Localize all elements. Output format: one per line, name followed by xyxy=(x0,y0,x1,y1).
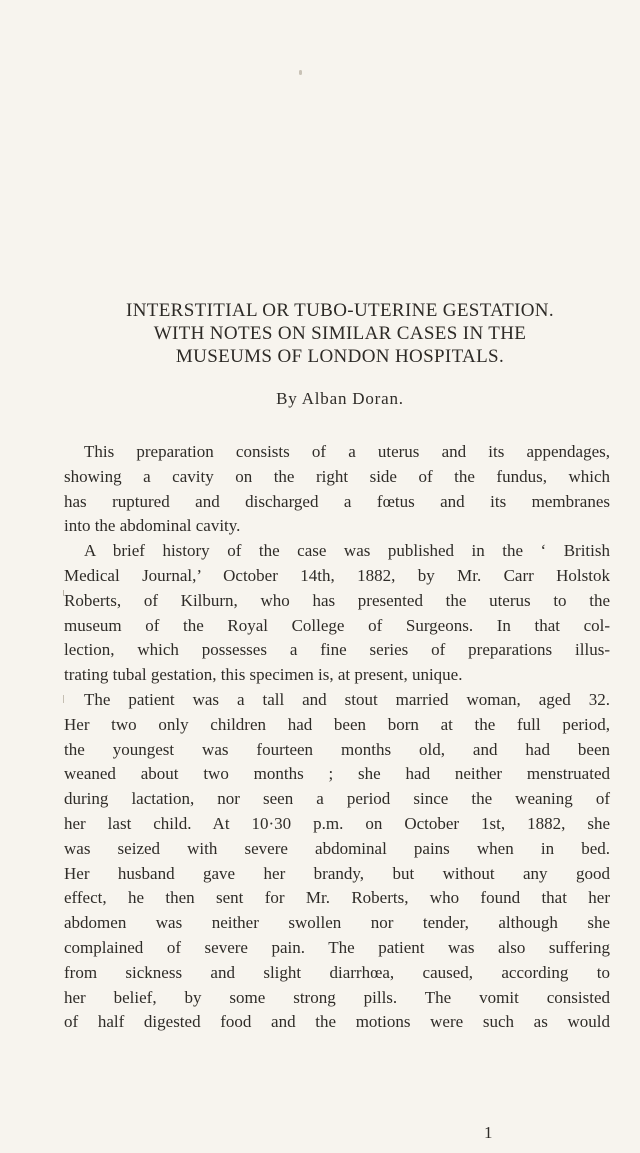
title-line: WITH NOTES ON SIMILAR CASES IN THE xyxy=(153,323,527,344)
title-line: MUSEUMS OF LONDON HOSPITALS. xyxy=(175,346,505,367)
text-line: from sickness and slight diarrhœa, caused, according to xyxy=(64,962,610,982)
text-line: Her husband gave her brandy, but without any good xyxy=(64,863,610,883)
text-line: trating tubal gestation, this specimen is, at present, unique. xyxy=(64,665,463,685)
text-line: A brief history of the case was published in the ‘ British xyxy=(84,541,610,561)
text-line: This preparation consists of a uterus and its appendages, xyxy=(84,442,610,461)
text-line: Medical Journal,’ October 14th, 1882, by Mr. Carr Holstok xyxy=(64,565,610,585)
paper-speck xyxy=(299,70,302,75)
paragraph xyxy=(64,539,610,688)
text-line: her belief, by some strong pills. The vomit consisted xyxy=(64,987,610,1007)
text-line: was seized with severe abdominal pains when in bed. xyxy=(64,838,610,858)
page-number: 1 xyxy=(484,1123,493,1142)
text-line: has ruptured and discharged a fœtus and its membranes xyxy=(64,491,610,511)
text-line: the youngest was fourteen months old, and had been xyxy=(64,739,610,759)
text-line: into the abdominal cavity. xyxy=(64,516,241,536)
paragraph xyxy=(64,440,610,539)
text-line: Her two only children had been born at the full period, xyxy=(64,714,610,734)
text-line: museum of the Royal College of Surgeons. In that col- xyxy=(64,615,610,635)
text-line: Roberts, of Kilburn, who has presented the uterus to the xyxy=(64,590,610,610)
text-line: lection, which possesses a fine series of preparations illus- xyxy=(64,640,610,660)
title-line: INTERSTITIAL OR TUBO-UTERINE GESTATION. xyxy=(126,300,554,321)
text-line: of half digested food and the motions were such as would xyxy=(64,1012,610,1032)
text-line: her last child. At 10·30 p.m. on October 1st, 1882, she xyxy=(64,813,610,833)
paragraph xyxy=(64,688,610,1035)
article-title xyxy=(60,299,620,368)
text-line: weaned about two months ; she had neither menstruated xyxy=(64,764,610,784)
text-line: showing a cavity on the right side of the fundus, which xyxy=(64,466,610,486)
text-line: effect, he then sent for Mr. Roberts, who found that her xyxy=(64,888,610,908)
text-line: during lactation, nor seen a period since the weaning of xyxy=(64,789,610,809)
text-line: abdomen was neither swollen nor tender, although she xyxy=(64,913,610,933)
text-line: complained of severe pain. The patient was also suffering xyxy=(64,937,610,957)
author-byline: By Alban Doran. xyxy=(276,389,404,408)
text-line: The patient was a tall and stout married woman, aged 32. xyxy=(84,689,610,709)
article-body xyxy=(64,440,610,1142)
